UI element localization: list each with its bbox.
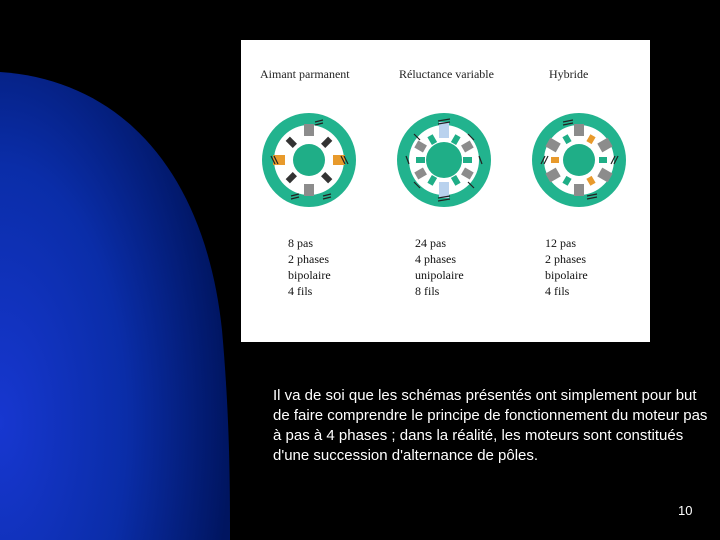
permanent-magnet-specs bbox=[288, 235, 331, 299]
column-title-variable-reluctance: Réluctance variable bbox=[399, 67, 494, 81]
spec-line: 24 pas bbox=[415, 236, 446, 250]
spec-line: 2 phases bbox=[288, 252, 329, 266]
variable-reluctance-specs bbox=[415, 235, 464, 299]
spec-line: 8 fils bbox=[415, 284, 440, 298]
page-number: 10 bbox=[678, 503, 693, 518]
spec-line: 8 pas bbox=[288, 236, 313, 250]
permanent-magnet-motor-diagram bbox=[261, 112, 357, 208]
column-title-permanent-magnet: Aimant parmanent bbox=[260, 67, 350, 81]
spec-line: 2 phases bbox=[545, 252, 586, 266]
spec-line: bipolaire bbox=[545, 268, 588, 282]
spec-line: 4 phases bbox=[415, 252, 456, 266]
spec-line: unipolaire bbox=[415, 268, 464, 282]
hybrid-motor-diagram bbox=[531, 112, 627, 208]
motor-types-figure bbox=[241, 40, 650, 342]
spec-line: 4 fils bbox=[288, 284, 313, 298]
hybrid-specs bbox=[545, 235, 588, 299]
spec-line: bipolaire bbox=[288, 268, 331, 282]
column-title-hybrid: Hybride bbox=[549, 67, 589, 81]
variable-reluctance-motor-diagram bbox=[396, 112, 492, 208]
spec-line: 12 pas bbox=[545, 236, 576, 250]
slide-caption: Il va de soi que les schémas présentés ont simplement pour but de faire comprendre le principe de fonctionnement du moteur pas à pas à 4 phases ; dans la réalité, les moteurs sont constitués d'une succession d'alternance de pôles. bbox=[273, 387, 708, 464]
spec-line: 4 fils bbox=[545, 284, 570, 298]
